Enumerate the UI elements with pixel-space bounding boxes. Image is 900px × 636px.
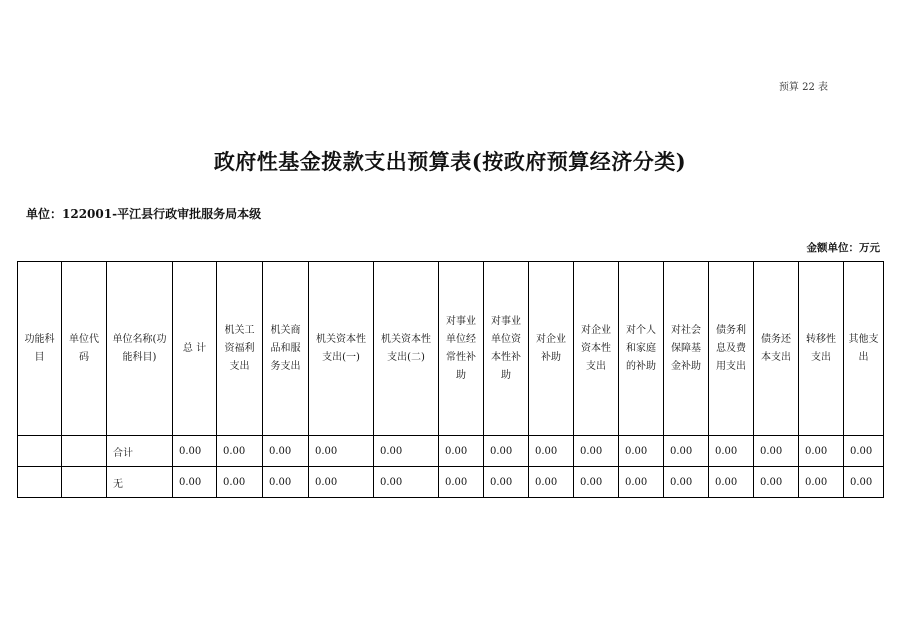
table-cell: 0.00 — [173, 436, 217, 467]
col-header: 债务还本支出 — [754, 262, 799, 436]
table-cell: 0.00 — [709, 467, 754, 498]
table-cell: 0.00 — [263, 436, 309, 467]
amount-unit: 金额单位：万元 — [806, 242, 880, 254]
table-cell: 0.00 — [619, 436, 664, 467]
table-cell: 合计 — [107, 436, 173, 467]
col-header: 债务利息及费用支出 — [709, 262, 754, 436]
table-cell: 0.00 — [374, 467, 439, 498]
col-header: 机关工资福利支出 — [217, 262, 263, 436]
col-header: 对个人和家庭的补助 — [619, 262, 664, 436]
table-cell: 0.00 — [529, 436, 574, 467]
table-cell: 0.00 — [374, 436, 439, 467]
table-cell — [18, 436, 62, 467]
table-cell: 0.00 — [439, 436, 484, 467]
col-header: 对事业单位资本性补助 — [484, 262, 529, 436]
page-number: 预算 22 表 — [778, 82, 828, 93]
table-cell: 0.00 — [844, 436, 884, 467]
table-cell: 0.00 — [173, 467, 217, 498]
col-header: 转移性支出 — [799, 262, 844, 436]
table-row — [18, 467, 884, 498]
table-cell: 0.00 — [754, 467, 799, 498]
table-cell: 0.00 — [709, 436, 754, 467]
col-header: 机关资本性支出(二) — [374, 262, 439, 436]
col-header: 总 计 — [173, 262, 217, 436]
table-cell: 0.00 — [799, 436, 844, 467]
table-cell: 0.00 — [217, 436, 263, 467]
table-cell: 无 — [107, 467, 173, 498]
budget-table — [17, 261, 884, 498]
table-cell: 0.00 — [574, 436, 619, 467]
table-cell — [18, 467, 62, 498]
col-header: 机关资本性支出(一) — [309, 262, 374, 436]
col-header: 其他支出 — [844, 262, 884, 436]
col-header: 功能科目 — [18, 262, 62, 436]
page-title: 政府性基金拨款支出预算表(按政府预算经济分类) — [213, 149, 687, 174]
col-header: 对企业资本性支出 — [574, 262, 619, 436]
col-header: 单位名称(功能科目) — [107, 262, 173, 436]
unit-line: 单位：122001-平江县行政审批服务局本级 — [26, 207, 262, 221]
table-cell: 0.00 — [574, 467, 619, 498]
col-header: 对社会保障基金补助 — [664, 262, 709, 436]
table-cell: 0.00 — [484, 436, 529, 467]
table-cell: 0.00 — [844, 467, 884, 498]
table-cell: 0.00 — [799, 467, 844, 498]
table-cell: 0.00 — [484, 467, 529, 498]
col-header: 对事业单位经常性补助 — [439, 262, 484, 436]
table-row-total — [18, 436, 884, 467]
table-cell: 0.00 — [217, 467, 263, 498]
table-cell: 0.00 — [309, 436, 374, 467]
table-cell: 0.00 — [309, 467, 374, 498]
header-row — [18, 262, 884, 436]
col-header: 单位代码 — [62, 262, 107, 436]
col-header: 机关商品和服务支出 — [263, 262, 309, 436]
table-cell: 0.00 — [754, 436, 799, 467]
table-cell: 0.00 — [263, 467, 309, 498]
table-cell: 0.00 — [529, 467, 574, 498]
table-cell — [62, 436, 107, 467]
table-cell: 0.00 — [664, 467, 709, 498]
table-cell: 0.00 — [619, 467, 664, 498]
table-cell: 0.00 — [439, 467, 484, 498]
col-header: 对企业补助 — [529, 262, 574, 436]
table-cell: 0.00 — [664, 436, 709, 467]
table-cell — [62, 467, 107, 498]
